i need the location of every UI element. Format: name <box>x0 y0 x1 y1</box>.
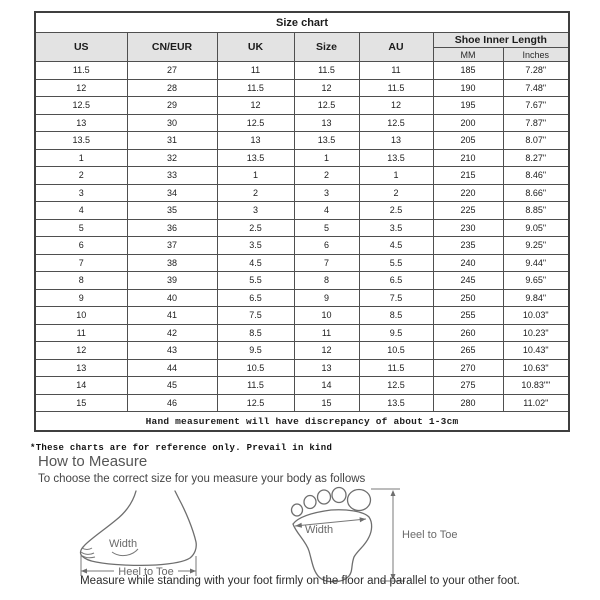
table-cell: 38 <box>127 254 217 272</box>
table-row <box>35 359 569 377</box>
table-cell: 46 <box>127 394 217 412</box>
table-cell: 14 <box>294 377 359 395</box>
how-to-measure-subheading: To choose the correct size for you measure your body as follows <box>38 473 366 485</box>
table-cell: 220 <box>433 184 503 202</box>
table-row <box>35 377 569 395</box>
table-cell: 9 <box>35 289 127 307</box>
table-row <box>35 62 569 80</box>
table-cell: 7.28" <box>503 62 569 80</box>
table-cell: 13 <box>359 132 433 150</box>
footprint-diagram <box>281 485 491 587</box>
table-cell: 13 <box>217 132 294 150</box>
table-cell: 185 <box>433 62 503 80</box>
table-cell: 5 <box>294 219 359 237</box>
table-cell: 11.5 <box>294 62 359 80</box>
table-cell: 9.5 <box>359 324 433 342</box>
table-cell: 7.48" <box>503 79 569 97</box>
table-cell: 245 <box>433 272 503 290</box>
table-cell: 11.5 <box>217 377 294 395</box>
table-cell: 12 <box>294 342 359 360</box>
table-cell: 10.83"" <box>503 377 569 395</box>
table-cell: 30 <box>127 114 217 132</box>
table-cell: 10 <box>294 307 359 325</box>
table-cell: 31 <box>127 132 217 150</box>
arrowhead-up <box>391 490 396 496</box>
table-row <box>35 167 569 185</box>
footer-row <box>35 412 569 432</box>
table-cell: 190 <box>433 79 503 97</box>
table-cell: 12 <box>35 79 127 97</box>
col-header-size: Size <box>294 33 359 62</box>
column-header-row <box>35 33 569 48</box>
table-cell: 3.5 <box>217 237 294 255</box>
table-cell: 10.23" <box>503 324 569 342</box>
table-row <box>35 79 569 97</box>
table-cell: 9 <box>294 289 359 307</box>
toe <box>304 496 316 509</box>
table-cell: 8.5 <box>359 307 433 325</box>
table-cell: 9.44" <box>503 254 569 272</box>
table-cell: 15 <box>35 394 127 412</box>
foot-side-view-diagram <box>76 490 226 585</box>
table-cell: 36 <box>127 219 217 237</box>
title-row <box>35 12 569 33</box>
table-cell: 3 <box>35 184 127 202</box>
col-header-uk: UK <box>217 33 294 62</box>
table-cell: 11 <box>359 62 433 80</box>
table-cell: 37 <box>127 237 217 255</box>
table-cell: 12.5 <box>217 114 294 132</box>
table-cell: 250 <box>433 289 503 307</box>
table-row <box>35 149 569 167</box>
table-cell: 2 <box>217 184 294 202</box>
table-cell: 11 <box>294 324 359 342</box>
table-cell: 8.85" <box>503 202 569 220</box>
table-cell: 270 <box>433 359 503 377</box>
table-cell: 32 <box>127 149 217 167</box>
table-row <box>35 289 569 307</box>
table-row <box>35 324 569 342</box>
table-cell: 4.5 <box>217 254 294 272</box>
table-row <box>35 342 569 360</box>
table-cell: 11 <box>217 62 294 80</box>
col-header-inches: Inches <box>503 48 569 62</box>
table-cell: 7.67" <box>503 97 569 115</box>
table-cell: 8.46" <box>503 167 569 185</box>
table-cell: 5.5 <box>359 254 433 272</box>
table-cell: 11 <box>35 324 127 342</box>
table-cell: 6 <box>294 237 359 255</box>
table-cell: 260 <box>433 324 503 342</box>
table-cell: 1 <box>359 167 433 185</box>
table-cell: 13.5 <box>359 394 433 412</box>
toe-crease <box>82 548 92 550</box>
toe <box>318 490 331 504</box>
table-cell: 9.65" <box>503 272 569 290</box>
footprint-width-label: Width <box>304 524 334 536</box>
table-cell: 15 <box>294 394 359 412</box>
arrowhead-width-left <box>295 523 302 528</box>
table-cell: 7 <box>35 254 127 272</box>
table-cell: 35 <box>127 202 217 220</box>
table-row <box>35 114 569 132</box>
measure-caption: Measure while standing with your foot firmly on the floor and parallel to your other foot. <box>80 575 520 587</box>
table-cell: 6.5 <box>359 272 433 290</box>
table-cell: 7.5 <box>217 307 294 325</box>
table-cell: 8.5 <box>217 324 294 342</box>
table-row <box>35 132 569 150</box>
table-cell: 33 <box>127 167 217 185</box>
table-cell: 235 <box>433 237 503 255</box>
table-cell: 12 <box>217 97 294 115</box>
table-cell: 255 <box>433 307 503 325</box>
table-cell: 10.43" <box>503 342 569 360</box>
table-cell: 210 <box>433 149 503 167</box>
table-cell: 4 <box>35 202 127 220</box>
col-header-shoe-inner-length: Shoe Inner Length <box>433 33 569 48</box>
table-cell: 3.5 <box>359 219 433 237</box>
toe-crease <box>83 556 95 558</box>
table-cell: 9.05" <box>503 219 569 237</box>
side-width-label: Width <box>108 538 138 550</box>
table-cell: 34 <box>127 184 217 202</box>
table-cell: 205 <box>433 132 503 150</box>
side-heel-to-toe-label: Heel to Toe <box>118 566 174 578</box>
table-cell: 2 <box>294 167 359 185</box>
table-cell: 27 <box>127 62 217 80</box>
table-cell: 13 <box>294 114 359 132</box>
table-cell: 12.5 <box>359 114 433 132</box>
table-cell: 29 <box>127 97 217 115</box>
table-cell: 28 <box>127 79 217 97</box>
table-row <box>35 394 569 412</box>
table-cell: 12 <box>35 342 127 360</box>
table-cell: 280 <box>433 394 503 412</box>
table-cell: 41 <box>127 307 217 325</box>
toe-small <box>292 504 303 516</box>
table-cell: 10.63" <box>503 359 569 377</box>
col-header-mm: MM <box>433 48 503 62</box>
table-cell: 44 <box>127 359 217 377</box>
footprint-heel-to-toe-label: Heel to Toe <box>402 529 458 541</box>
table-cell: 215 <box>433 167 503 185</box>
table-row <box>35 307 569 325</box>
table-cell: 5 <box>35 219 127 237</box>
table-cell: 10.5 <box>359 342 433 360</box>
col-header-us: US <box>35 33 127 62</box>
table-cell: 7.5 <box>359 289 433 307</box>
table-cell: 11.5 <box>217 79 294 97</box>
table-cell: 6.5 <box>217 289 294 307</box>
table-row <box>35 219 569 237</box>
table-cell: 8 <box>35 272 127 290</box>
table-cell: 40 <box>127 289 217 307</box>
table-cell: 13.5 <box>217 149 294 167</box>
foot-side-outline <box>81 491 197 565</box>
table-cell: 2 <box>35 167 127 185</box>
table-cell: 10 <box>35 307 127 325</box>
table-cell: 195 <box>433 97 503 115</box>
table-row <box>35 202 569 220</box>
size-chart-title: Size chart <box>35 12 569 33</box>
table-cell: 2 <box>359 184 433 202</box>
table-cell: 39 <box>127 272 217 290</box>
table-cell: 240 <box>433 254 503 272</box>
table-cell: 11.02" <box>503 394 569 412</box>
table-row <box>35 237 569 255</box>
table-row <box>35 272 569 290</box>
size-chart-table <box>34 11 570 432</box>
table-cell: 9.84" <box>503 289 569 307</box>
col-header-au: AU <box>359 33 433 62</box>
table-cell: 9.5 <box>217 342 294 360</box>
table-cell: 12 <box>294 79 359 97</box>
table-cell: 4.5 <box>359 237 433 255</box>
table-cell: 275 <box>433 377 503 395</box>
table-cell: 12.5 <box>359 377 433 395</box>
table-row <box>35 184 569 202</box>
table-row <box>35 254 569 272</box>
table-cell: 13 <box>35 359 127 377</box>
table-cell: 225 <box>433 202 503 220</box>
table-cell: 11.5 <box>35 62 127 80</box>
table-row <box>35 97 569 115</box>
table-cell: 8.66" <box>503 184 569 202</box>
table-cell: 11.5 <box>359 79 433 97</box>
table-cell: 12.5 <box>294 97 359 115</box>
size-table-body <box>35 62 569 412</box>
col-header-cn-eur: CN/EUR <box>127 33 217 62</box>
table-cell: 12.5 <box>35 97 127 115</box>
table-cell: 3 <box>217 202 294 220</box>
arrowhead-right <box>190 569 196 574</box>
table-cell: 13.5 <box>35 132 127 150</box>
table-cell: 7 <box>294 254 359 272</box>
table-cell: 3 <box>294 184 359 202</box>
table-cell: 13 <box>35 114 127 132</box>
table-cell: 1 <box>217 167 294 185</box>
table-cell: 230 <box>433 219 503 237</box>
table-cell: 8.07" <box>503 132 569 150</box>
table-cell: 9.25" <box>503 237 569 255</box>
table-cell: 6 <box>35 237 127 255</box>
table-cell: 42 <box>127 324 217 342</box>
table-cell: 13.5 <box>359 149 433 167</box>
toe <box>332 488 346 503</box>
table-cell: 45 <box>127 377 217 395</box>
table-cell: 265 <box>433 342 503 360</box>
table-cell: 8 <box>294 272 359 290</box>
big-toe <box>348 490 371 511</box>
table-cell: 7.87" <box>503 114 569 132</box>
arrowhead-width-right <box>360 517 367 522</box>
table-cell: 10.03" <box>503 307 569 325</box>
table-cell: 12 <box>359 97 433 115</box>
table-cell: 200 <box>433 114 503 132</box>
table-cell: 1 <box>294 149 359 167</box>
table-cell: 5.5 <box>217 272 294 290</box>
table-cell: 10.5 <box>217 359 294 377</box>
table-cell: 4 <box>294 202 359 220</box>
table-cell: 43 <box>127 342 217 360</box>
table-cell: 14 <box>35 377 127 395</box>
reference-note: *These charts are for reference only. Prevail in kind <box>30 443 333 453</box>
hand-measurement-note: Hand measurement will have discrepancy of about 1-3cm <box>35 412 569 432</box>
toe-crease <box>81 552 94 554</box>
how-to-measure-heading: How to Measure <box>38 453 148 470</box>
table-cell: 12.5 <box>217 394 294 412</box>
table-cell: 2.5 <box>359 202 433 220</box>
arrowhead-left <box>81 569 87 574</box>
table-cell: 13.5 <box>294 132 359 150</box>
table-cell: 2.5 <box>217 219 294 237</box>
table-cell: 13 <box>294 359 359 377</box>
table-cell: 8.27" <box>503 149 569 167</box>
table-cell: 11.5 <box>359 359 433 377</box>
table-cell: 1 <box>35 149 127 167</box>
